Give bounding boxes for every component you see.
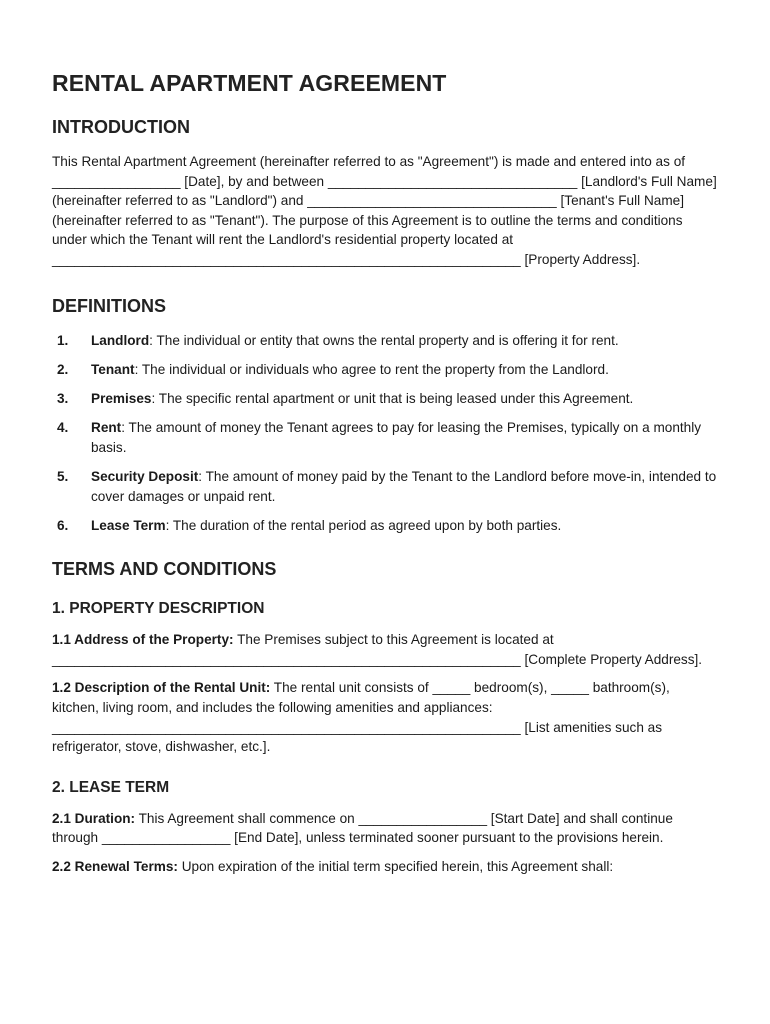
clause-label: 1.2 Description of the Rental Unit: (52, 680, 271, 696)
clause-text: The Premises subject to this Agreement is located at ______________________________________________________________ [Complete Property Address]. (52, 632, 703, 667)
definition-item (52, 516, 720, 536)
clause-text: The rental unit consists of _____ bedroom(s), _____ bathroom(s), kitchen, living room, and includes the following amenities and appliances: ______________________________________________________________ [List amenities such as refrigerator, stove, dishwasher, etc.]. (52, 680, 670, 755)
clause-label: 1.1 Address of the Property: (52, 632, 234, 648)
definition-number: 1. (57, 332, 69, 348)
definitions-list (52, 331, 720, 536)
definition-term: Rent (91, 420, 122, 436)
definition-term: Premises (91, 390, 152, 406)
definition-number: 3. (57, 390, 69, 406)
definition-text: : The individual or individuals who agree to rent the property from the Landlord. (134, 361, 609, 377)
terms-heading: TERMS AND CONDITIONS (52, 559, 277, 580)
definition-term: Security Deposit (91, 468, 199, 484)
definition-item (52, 467, 720, 506)
definition-item (52, 389, 720, 409)
definition-text: : The specific rental apartment or unit that is being leased under this Agreement. (151, 390, 634, 406)
lease-term-heading: 2. LEASE TERM (52, 778, 170, 796)
definition-term: Landlord (91, 332, 150, 348)
document-body (52, 70, 720, 886)
clause-2-1 (52, 809, 720, 848)
definition-number: 4. (57, 420, 69, 436)
clause-text: This Agreement shall commence on _________________ [Start Date] and shall continue through _________________ [End Date], unless terminated sooner pursuant to the provisions herein. (52, 810, 673, 846)
definition-text: : The amount of money paid by the Tenant to the Landlord before move-in, intended to cover damages or unpaid rent. (91, 468, 717, 504)
definition-item (52, 418, 720, 457)
definition-number: 6. (57, 517, 69, 533)
definition-text: : The duration of the rental period as agreed upon by both parties. (165, 517, 562, 533)
property-description-heading: 1. PROPERTY DESCRIPTION (52, 600, 265, 618)
clause-1-2 (52, 678, 720, 756)
clause-label: 2.1 Duration: (52, 810, 136, 826)
definitions-heading: DEFINITIONS (52, 295, 167, 316)
clause-text: Upon expiration of the initial term specified herein, this Agreement shall: (177, 859, 614, 875)
introduction-heading: INTRODUCTION (52, 117, 190, 137)
definition-number: 5. (57, 468, 69, 484)
definition-term: Lease Term (91, 517, 166, 533)
definition-term: Tenant (91, 361, 135, 377)
definition-text: : The individual or entity that owns the rental property and is offering it for rent. (149, 332, 619, 348)
definition-text: : The amount of money the Tenant agrees to pay for leasing the Premises, typically on a monthly basis. (91, 420, 702, 455)
definition-item (52, 360, 720, 380)
definition-number: 2. (57, 361, 69, 377)
introduction-paragraph: This Rental Apartment Agreement (hereinafter referred to as "Agreement") is made and entered into as of _________________ [Date], by and between _________________________________ [Landlord's Full Name] (hereinafter referred to as "Landlord") and _________________________________ [Tenant's Full Name] (hereinafter referred to as "Tenant"). The purpose of this Agreement is to outline the terms and conditions under which the Tenant will rent the Landlord's residential property located at ______________________________________________________________ [Property Address]. (52, 154, 717, 267)
clause-2-2 (52, 857, 720, 877)
definition-item (52, 331, 720, 351)
document-title: RENTAL APARTMENT AGREEMENT (52, 70, 447, 96)
clause-label: 2.2 Renewal Terms: (52, 859, 178, 875)
clause-1-1 (52, 630, 720, 669)
